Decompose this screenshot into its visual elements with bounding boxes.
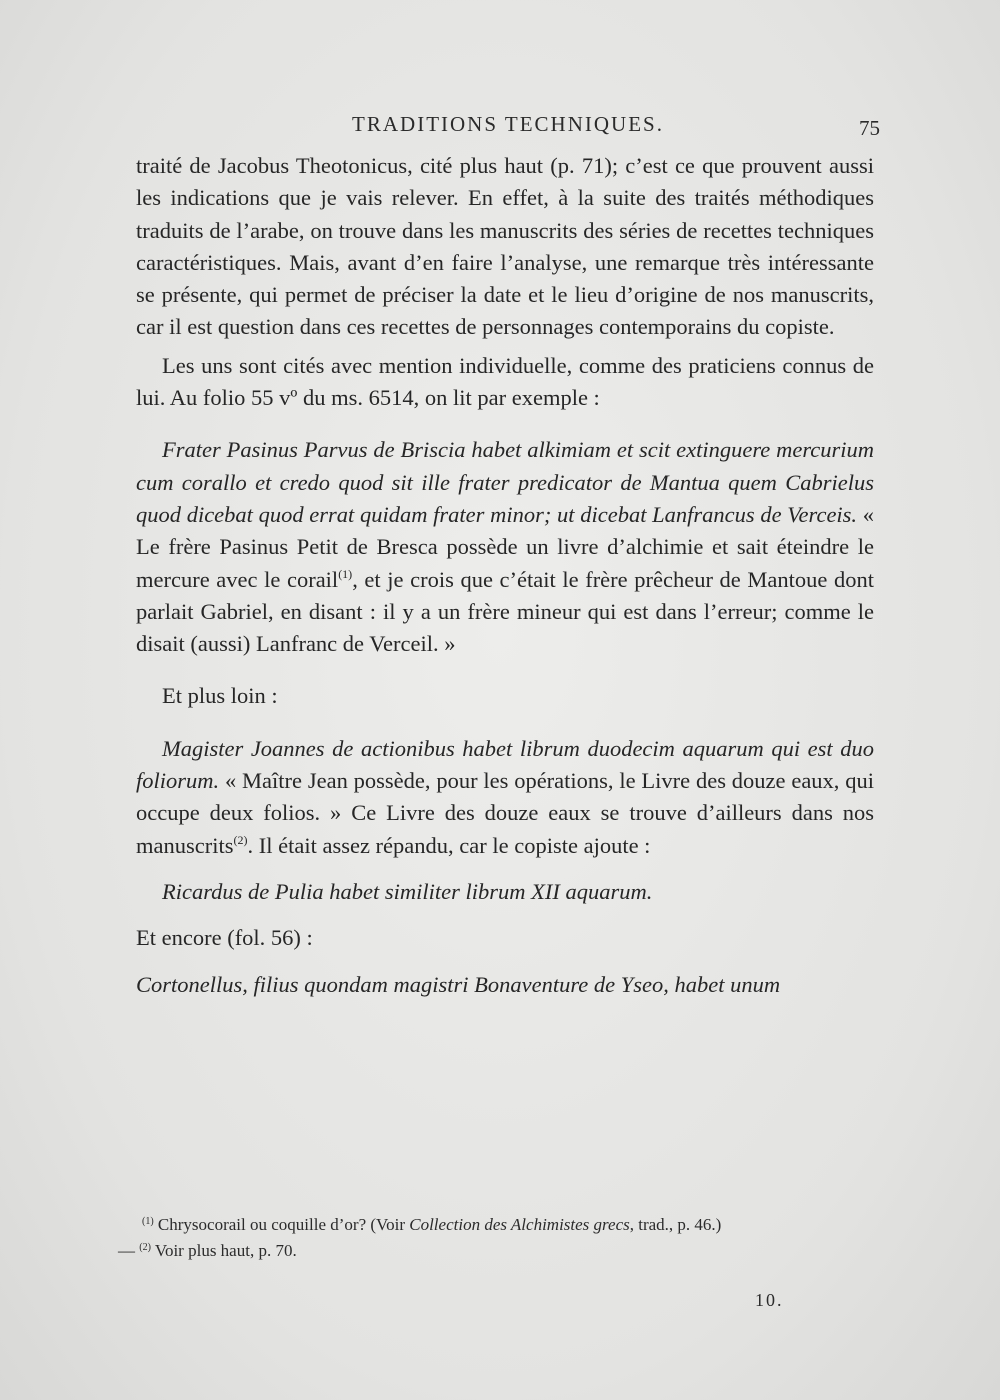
page-number: 75 — [859, 116, 880, 140]
french-translation-joannes-cont: . Il était assez répandu, car le copiste ajoute : — [247, 832, 651, 858]
french-translation-pasinus: « Le frère Pasinus Petit de Bresca possède un livre d’alchimie et sait éteindre le mercure avec le corail — [136, 501, 875, 592]
footnote-2-mark: (2) — [139, 1242, 151, 1253]
footnotes — [118, 1212, 878, 1264]
paragraph-joannes — [136, 733, 874, 862]
main-text — [136, 150, 874, 1001]
footnote-2-dash: — — [118, 1241, 135, 1260]
footnote-1-text-end: , trad., p. 46.) — [629, 1215, 722, 1234]
paragraph-further: Et plus loin : — [162, 683, 278, 709]
footnote-2 — [118, 1238, 878, 1264]
french-translation-pasinus-cont: , et je crois que c’était le frère prêcheur de Mantoue dont parlait Gabriel, en disant : il y a un frère mineur qui est dans l’erreur; comme le disait (aussi) Lanfranc de Verceil. » — [136, 566, 874, 657]
latin-quote-joannes: Magister Joannes de actionibus habet librum duodecim aquarum qui est duo foliorum. — [136, 735, 874, 794]
footnote-ref-2[interactable]: (2) — [233, 832, 248, 847]
french-translation-joannes: « Maître Jean possède, pour les opérations, le Livre des douze eaux, qui occupe deux folios. » Ce Livre des douze eaux se trouve d’ailleurs dans nos manuscrits — [136, 768, 874, 858]
footnote-1-title: Collection des Alchimistes grecs — [409, 1215, 630, 1234]
footnote-1 — [118, 1212, 878, 1238]
paragraph-pasinus — [136, 434, 874, 660]
signature-mark: 10. — [755, 1290, 784, 1310]
latin-quote-pasinus: Frater Pasinus Parvus de Briscia habet alkimiam et scit extinguere mercurium cum corallo et credo quod sit ille frater predicator de Mantua quem Cabrielus quod dicebat quod errat quidam frater minor; ut dicebat Lanfrancus de Verceis. — [136, 437, 874, 527]
page-header — [136, 112, 880, 144]
footnote-1-mark: (1) — [142, 1216, 154, 1227]
paragraph-practitioners: Les uns sont cités avec mention individuelle, comme des praticiens connus de lui. Au folio 55 vº du ms. 6514, on lit par exemple : — [136, 352, 874, 411]
latin-quote-cortonellus: Cortonellus, filius quondam magistri Bonaventure de Yseo, habet unum — [136, 971, 781, 997]
paragraph-intro: traité de Jacobus Theotonicus, cité plus haut (p. 71); c’est ce que prouvent aussi les indications que je vais relever. En effet, à la suite des traités méthodiques traduits de l’arabe, on trouve dans les manuscrits des séries de recettes techniques caractéristiques. Mais, avant d’en faire l’analyse, une remarque très intéressante se présente, qui permet de préciser la date et le lieu d’origine de nos manuscrits, car il est question dans ces recettes de personnages contemporains du copiste. — [136, 153, 874, 340]
footnote-1-text: Chrysocorail ou coquille d’or? (Voir — [157, 1215, 410, 1234]
footnote-2-text: Voir plus haut, p. 70. — [154, 1241, 297, 1260]
paragraph-again: Et encore (fol. 56) : — [136, 925, 313, 951]
running-head: TRADITIONS TECHNIQUES. — [352, 112, 664, 136]
latin-quote-ricardus: Ricardus de Pulia habet similiter librum XII aquarum. — [162, 878, 653, 904]
footnote-ref-1[interactable]: (1) — [338, 566, 353, 581]
